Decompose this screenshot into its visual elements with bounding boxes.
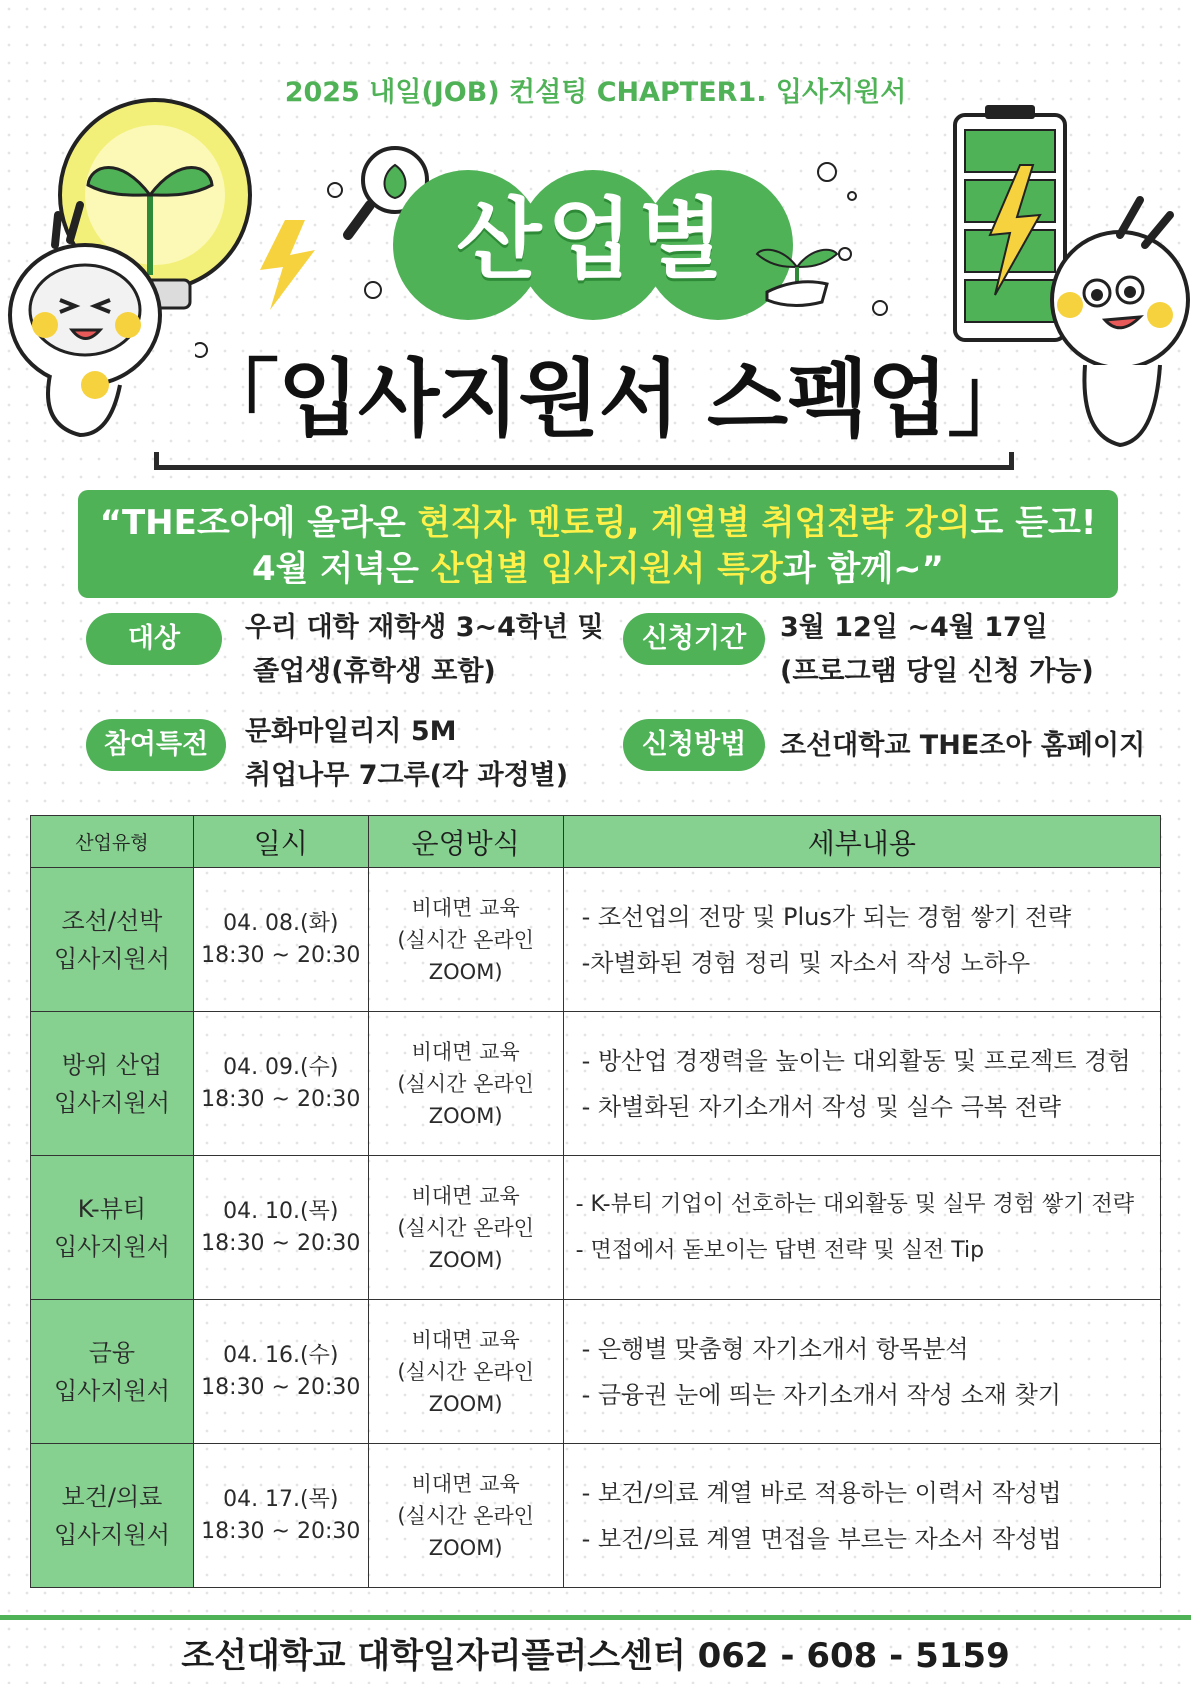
method-cell: 비대면 교육 (실시간 온라인 ZOOM) xyxy=(368,1300,563,1444)
title-underline xyxy=(154,452,1014,470)
benefit-text: 문화마일리지 5M 취업나무 7그루(각 과정별) xyxy=(245,716,569,791)
table-header-row xyxy=(31,816,1161,868)
benefit-label: 참여특전 xyxy=(86,719,226,771)
top-subtitle: 2025 내일(JOB) 컨설팅 CHAPTER1. 입사지원서 xyxy=(284,77,907,108)
table-row xyxy=(31,1300,1161,1444)
datetime-cell: 04. 16.(수) 18:30 ~ 20:30 xyxy=(193,1300,368,1444)
sprout-hand-icon xyxy=(752,222,842,312)
col-header-industry: 산업유형 xyxy=(31,816,194,868)
table-row xyxy=(31,1444,1161,1588)
industry-cell: 방위 산업 입사지원서 xyxy=(31,1012,194,1156)
industry-cell: 금융 입사지원서 xyxy=(31,1300,194,1444)
industry-title-badge xyxy=(393,170,793,320)
detail-cell: - 은행별 맞춤형 자기소개서 항목분석 - 금융권 눈에 띄는 자기소개서 작성 소재 찾기 xyxy=(563,1300,1160,1444)
method-cell: 비대면 교육 (실시간 온라인 ZOOM) xyxy=(368,868,563,1012)
main-title: 「입사지원서 스펙업」 xyxy=(195,350,1031,448)
detail-cell: - 방산업 경쟁력을 높이는 대외활동 및 프로젝트 경험 - 차별화된 자기소개서 작성 및 실수 극복 전략 xyxy=(563,1012,1160,1156)
period-label: 신청기간 xyxy=(623,613,765,665)
footer-divider xyxy=(0,1615,1191,1620)
target-label: 대상 xyxy=(86,613,222,665)
apply-method-label: 신청방법 xyxy=(623,719,765,771)
industry-cell: K-뷰티 입사지원서 xyxy=(31,1156,194,1300)
datetime-cell: 04. 09.(수) 18:30 ~ 20:30 xyxy=(193,1012,368,1156)
banner-line-1: “THE조아에 올라온 현직자 멘토링, 계열별 취업전략 강의도 듣고! xyxy=(99,503,1097,543)
datetime-cell: 04. 17.(목) 18:30 ~ 20:30 xyxy=(193,1444,368,1588)
detail-cell: - 보건/의료 계열 바로 적용하는 이력서 작성법 - 보건/의료 계열 면접을 부르는 자소서 작성법 xyxy=(563,1444,1160,1588)
method-cell: 비대면 교육 (실시간 온라인 ZOOM) xyxy=(368,1012,563,1156)
col-header-detail: 세부내용 xyxy=(563,816,1160,868)
period-text: 3월 12일 ~4월 17일 (프로그램 당일 신청 가능) xyxy=(780,612,1094,687)
battery-mascot-illustration xyxy=(945,105,1191,485)
table-row xyxy=(31,1156,1161,1300)
table-row xyxy=(31,868,1161,1012)
target-text: 우리 대학 재학생 3~4학년 및 졸업생(휴학생 포함) xyxy=(245,612,604,687)
col-header-method: 운영방식 xyxy=(368,816,563,868)
schedule-table xyxy=(30,815,1161,1588)
industry-title-text: 산업별 xyxy=(456,188,730,291)
apply-method-text: 조선대학교 THE조아 홈페이지 xyxy=(780,730,1146,761)
datetime-cell: 04. 10.(목) 18:30 ~ 20:30 xyxy=(193,1156,368,1300)
table-row xyxy=(31,1012,1161,1156)
method-cell: 비대면 교육 (실시간 온라인 ZOOM) xyxy=(368,1444,563,1588)
banner-line-2: 4월 저녁은 산업별 입사지원서 특강과 함께~” xyxy=(251,549,945,589)
footer-contact: 조선대학교 대학일자리플러스센터 062 - 608 - 5159 xyxy=(181,1636,1010,1676)
detail-cell: - K-뷰티 기업이 선호하는 대외활동 및 실무 경험 쌓기 전략 - 면접에서 돋보이는 답변 전략 및 실전 Tip xyxy=(563,1156,1160,1300)
industry-cell: 보건/의료 입사지원서 xyxy=(31,1444,194,1588)
industry-cell: 조선/선박 입사지원서 xyxy=(31,868,194,1012)
datetime-cell: 04. 08.(화) 18:30 ~ 20:30 xyxy=(193,868,368,1012)
detail-cell: - 조선업의 전망 및 Plus가 되는 경험 쌓기 전략 -차별화된 경험 정리 및 자소서 작성 노하우 xyxy=(563,868,1160,1012)
col-header-datetime: 일시 xyxy=(193,816,368,868)
method-cell: 비대면 교육 (실시간 온라인 ZOOM) xyxy=(368,1156,563,1300)
intro-banner xyxy=(78,490,1118,598)
